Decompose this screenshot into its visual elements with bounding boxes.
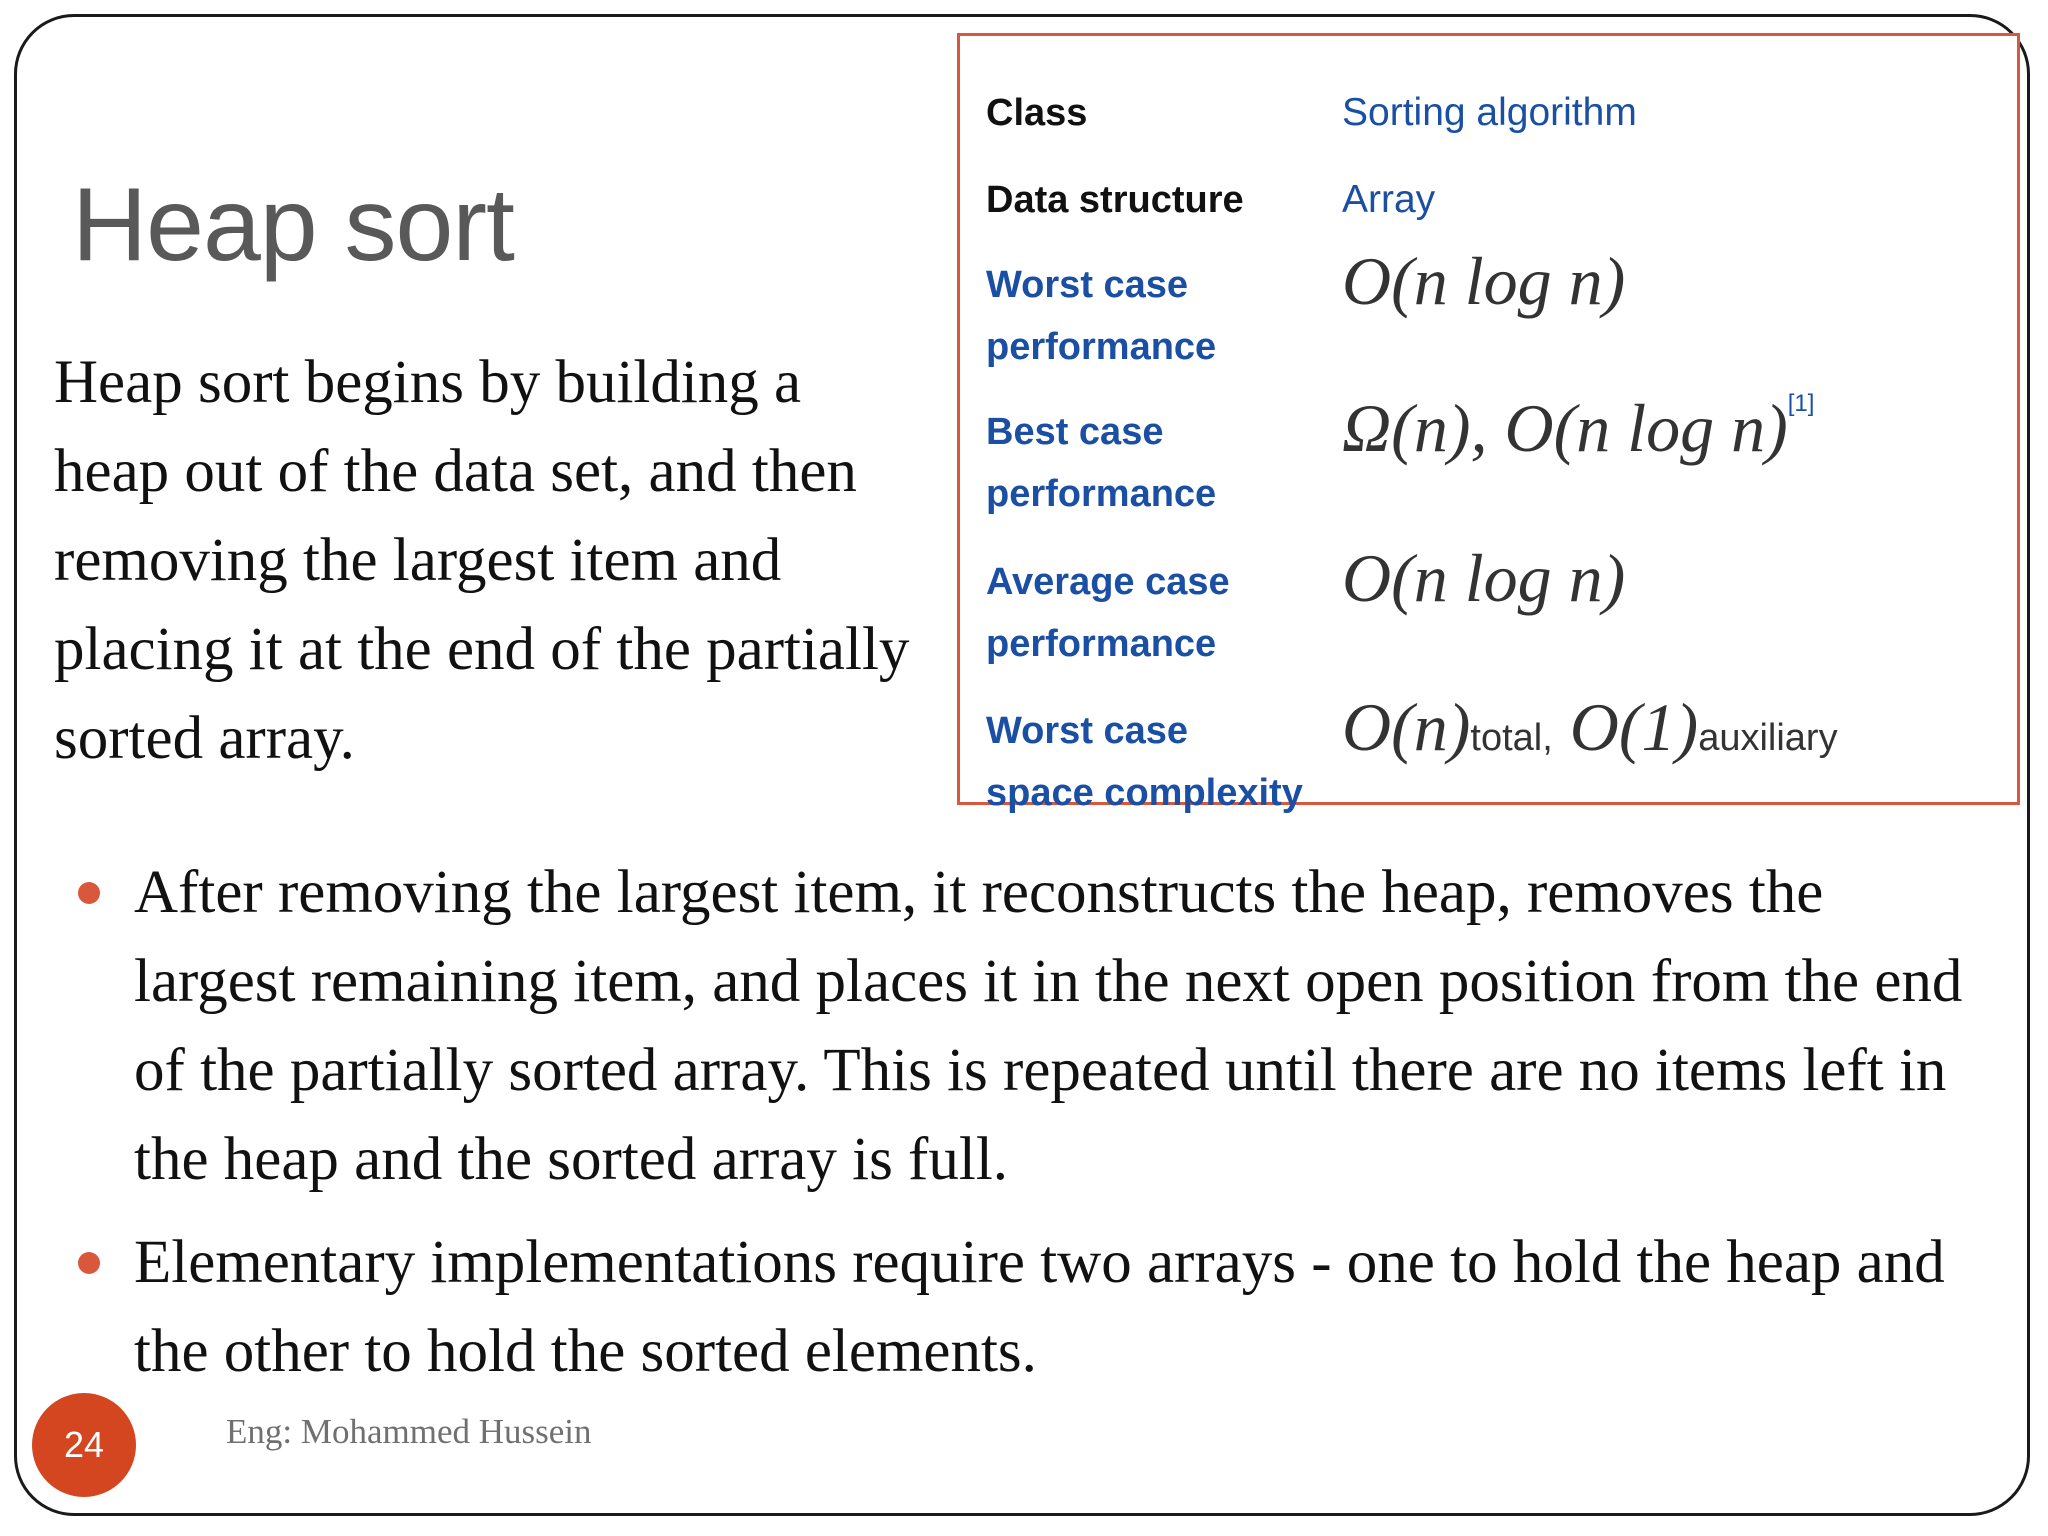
bullet-dot-icon	[78, 1252, 100, 1274]
algorithm-infobox	[957, 33, 2020, 814]
space-label-line-1: Worst case	[986, 710, 1189, 752]
average-case-value: O(n log n)	[1342, 540, 1626, 616]
average-case-label-line-1: Average case	[986, 561, 1230, 603]
infobox-link-average-case[interactable]	[986, 551, 1230, 675]
footer-author: Eng: Mohammed Hussein	[226, 1412, 592, 1451]
bullet-item	[70, 848, 2000, 1204]
space-word-total: total,	[1470, 717, 1553, 759]
infobox-link-best-case[interactable]	[986, 401, 1216, 525]
space-word-auxiliary: auxiliary	[1698, 717, 1838, 759]
bullet-item	[70, 1218, 2000, 1396]
infobox-label-data-structure: Data structure	[986, 179, 1244, 221]
space-value-total: O(n)	[1342, 689, 1471, 765]
infobox-link-worst-case[interactable]	[986, 254, 1216, 378]
worst-case-label-line-2: performance	[986, 326, 1217, 368]
bullet-text: Elementary implementations require two arrays - one to hold the heap and the other to hold the sorted elements.	[134, 1229, 1945, 1385]
bullet-list	[70, 848, 2000, 1410]
best-case-reference-link[interactable]: [1]	[1787, 390, 1815, 417]
infobox-link-space-complexity[interactable]	[986, 700, 1303, 824]
slide-title: Heap sort	[72, 167, 514, 283]
intro-paragraph: Heap sort begins by building a heap out of the data set, and then removing the largest item and placing it at the end of the partially sorted array.	[54, 349, 910, 772]
space-value-auxiliary: O(1)	[1569, 689, 1699, 765]
bullet-dot-icon	[78, 882, 100, 904]
space-label-line-2: space complexity	[986, 772, 1303, 814]
infobox-link-sorting-algorithm[interactable]: Sorting algorithm	[1342, 91, 1637, 134]
best-case-label-line-1: Best case	[986, 411, 1164, 453]
infobox-label-class: Class	[986, 92, 1088, 134]
average-case-label-line-2: performance	[986, 623, 1217, 665]
best-case-value-wrapper	[1342, 389, 1814, 468]
space-complexity-value	[1342, 688, 1838, 767]
infobox-link-array[interactable]: Array	[1342, 178, 1436, 221]
bullet-text: After removing the largest item, it reconstructs the heap, removes the largest remaining item, and places it in the next open position from the end of the partially sorted array. This is repeated until there are no items left in the heap and the sorted array is full.	[134, 859, 1963, 1193]
worst-case-label-line-1: Worst case	[986, 264, 1189, 306]
page-number-badge: 24	[32, 1393, 136, 1497]
worst-case-value: O(n log n)	[1342, 243, 1626, 319]
best-case-label-line-2: performance	[986, 473, 1217, 515]
best-case-value: Ω(n), O(n log n)	[1342, 390, 1788, 466]
